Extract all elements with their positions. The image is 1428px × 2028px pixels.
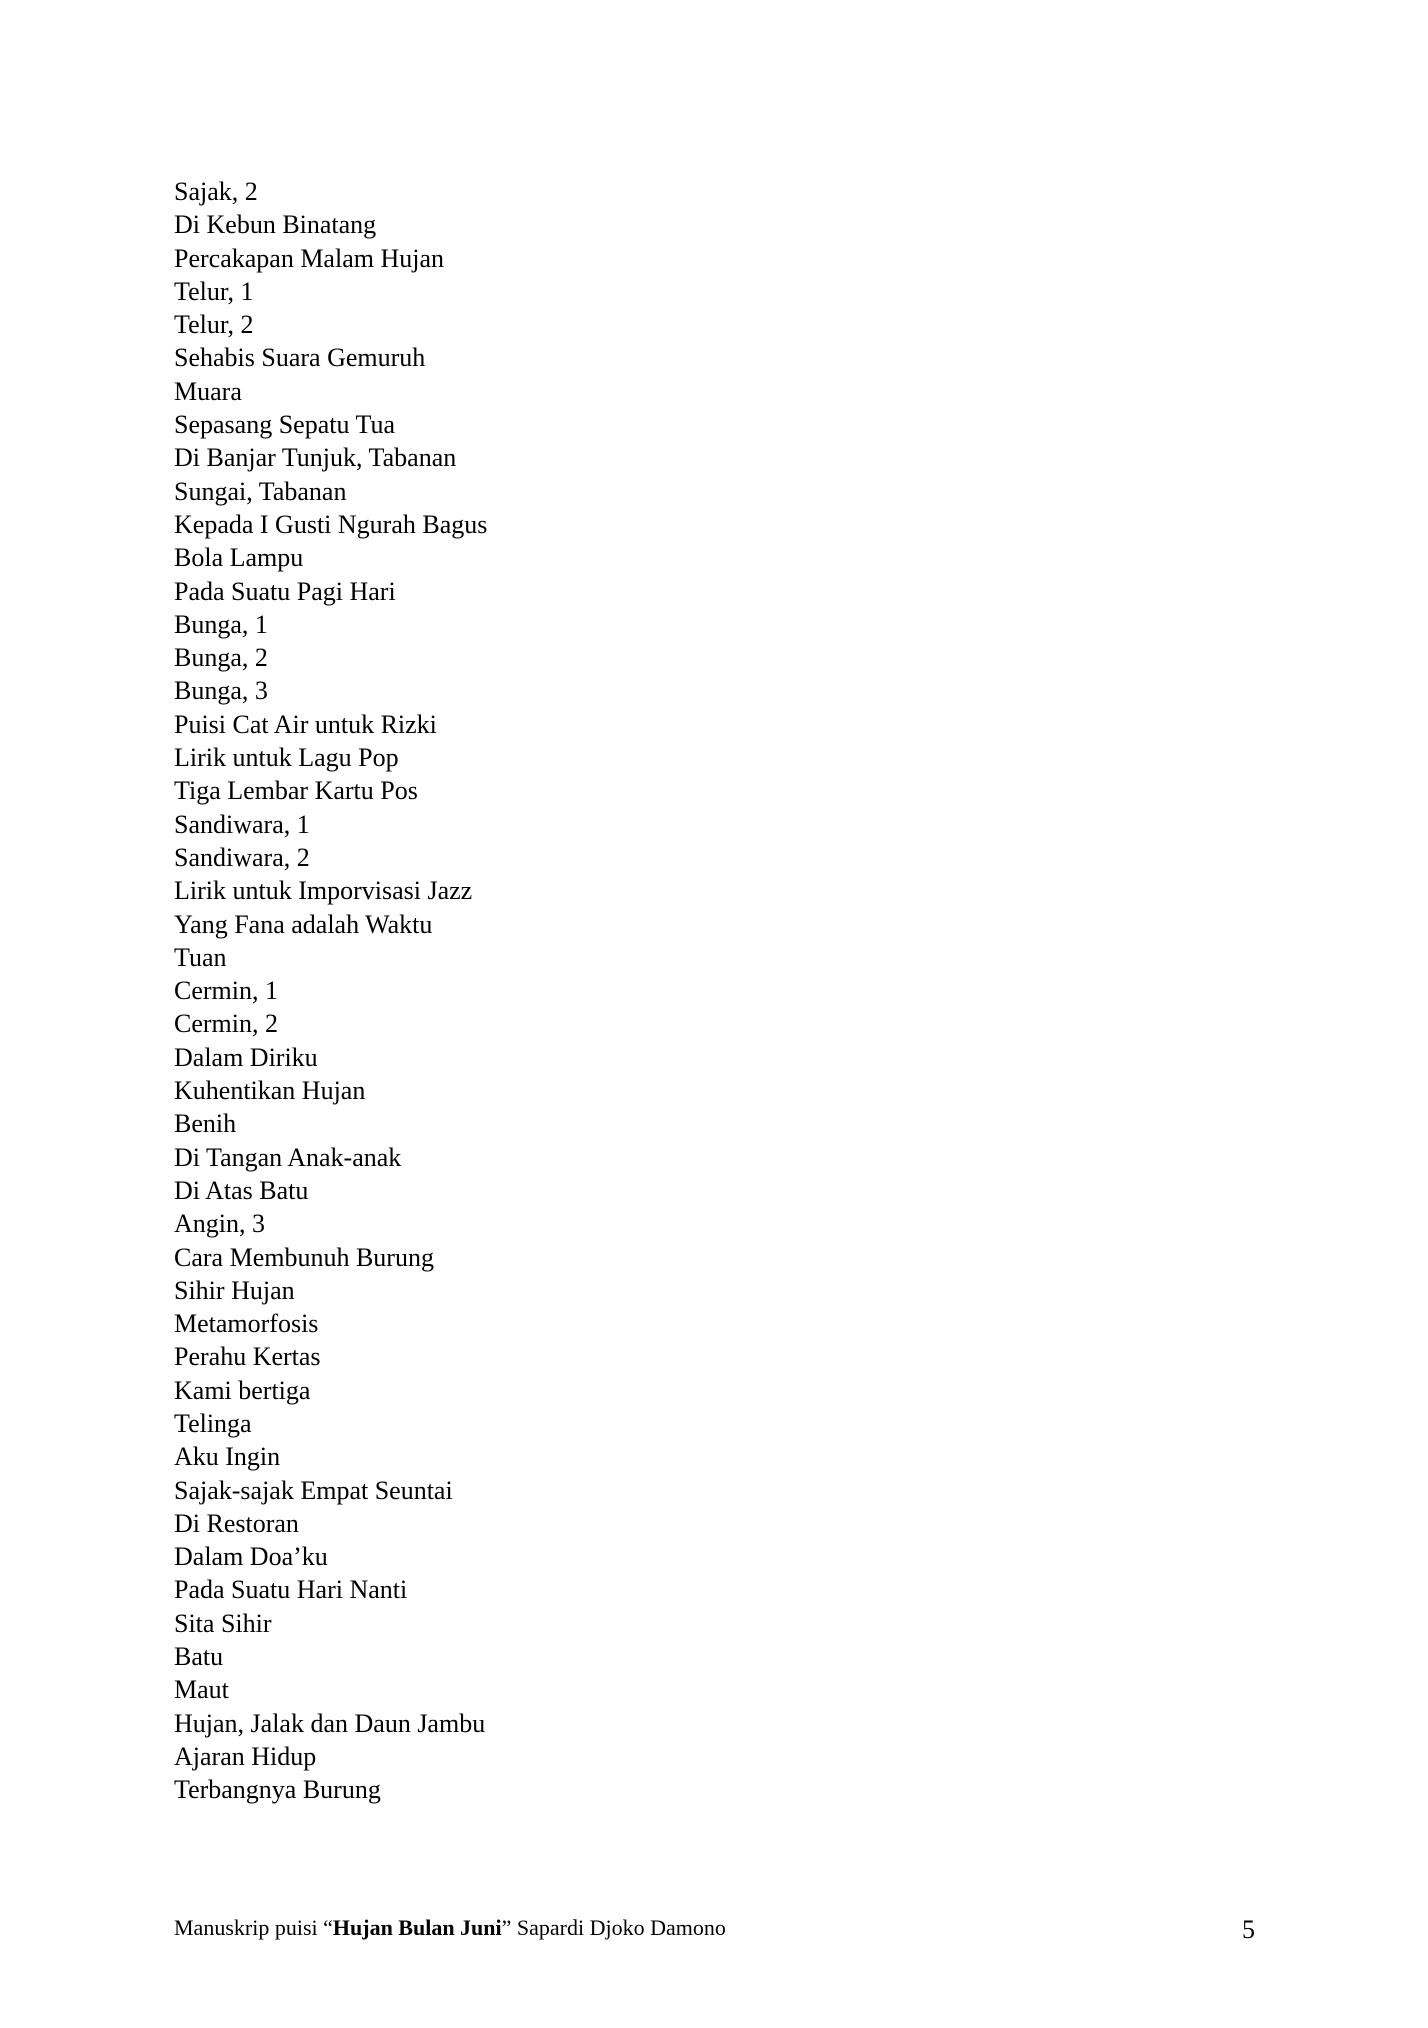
poem-title: Telur, 1	[174, 276, 254, 306]
poem-title: Angin, 3	[174, 1209, 265, 1239]
poem-title: Sihir Hujan	[174, 1275, 295, 1305]
poem-title: Terbangnya Burung	[174, 1775, 381, 1805]
poem-title: Bunga, 3	[174, 676, 268, 706]
poem-title: Telinga	[174, 1408, 252, 1438]
footer-suffix: ” Sapardi Djoko Damono	[501, 1915, 726, 1940]
poem-title: Ajaran Hidup	[174, 1741, 317, 1771]
poem-title: Bunga, 1	[174, 609, 268, 639]
poem-title: Cermin, 2	[174, 1009, 278, 1039]
poem-title: Muara	[174, 376, 242, 406]
poem-title: Di Tangan Anak-anak	[174, 1142, 402, 1172]
poem-title: Yang Fana adalah Waktu	[174, 909, 433, 939]
poem-title: Kuhentikan Hujan	[174, 1076, 366, 1106]
poem-title: Aku Ingin	[174, 1442, 281, 1472]
poem-title: Sandiwara, 2	[174, 842, 310, 872]
poem-title: Bola Lampu	[174, 543, 304, 573]
footer-book-title: Hujan Bulan Juni	[332, 1915, 502, 1940]
poem-title: Telur, 2	[174, 310, 254, 340]
poem-title: Sajak, 2	[174, 177, 258, 206]
poem-title: Sepasang Sepatu Tua	[174, 410, 395, 440]
poem-title: Di Restoran	[174, 1508, 299, 1538]
poem-title: Sita Sihir	[174, 1608, 272, 1638]
poem-title: Kami bertiga	[174, 1375, 311, 1405]
poem-title: Benih	[174, 1109, 237, 1139]
poem-title: Maut	[174, 1675, 229, 1705]
poem-title: Bunga, 2	[174, 643, 268, 673]
poem-title: Sehabis Suara Gemuruh	[174, 343, 426, 373]
poem-title: Metamorfosis	[174, 1309, 319, 1339]
poem-title: Pada Suatu Hari Nanti	[174, 1575, 408, 1605]
poem-title: Dalam Diriku	[174, 1042, 318, 1072]
footer-manuscript-title	[174, 1914, 726, 1942]
poem-title: Puisi Cat Air untuk Rizki	[174, 709, 437, 739]
poem-title-list	[174, 175, 487, 1807]
poem-title: Sandiwara, 1	[174, 809, 310, 839]
poem-title: Cermin, 1	[174, 976, 278, 1006]
poem-title: Percakapan Malam Hujan	[174, 243, 445, 273]
poem-title: Sungai, Tabanan	[174, 476, 347, 506]
poem-title: Sajak-sajak Empat Seuntai	[174, 1475, 453, 1505]
poem-title: Pada Suatu Pagi Hari	[174, 576, 396, 606]
poem-title: Perahu Kertas	[174, 1342, 321, 1372]
poem-title: Tiga Lembar Kartu Pos	[174, 776, 418, 806]
poem-title: Di Banjar Tunjuk, Tabanan	[174, 443, 457, 473]
poem-title: Tuan	[174, 942, 227, 972]
poem-title: Cara Membunuh Burung	[174, 1242, 434, 1272]
poem-title: Kepada I Gusti Ngurah Bagus	[174, 509, 488, 539]
footer-prefix: Manuskrip puisi “	[174, 1915, 333, 1940]
poem-title: Di Atas Batu	[174, 1175, 309, 1205]
page-number: 5	[1242, 1915, 1255, 1944]
poem-title: Batu	[174, 1642, 224, 1672]
poem-title: Lirik untuk Imporvisasi Jazz	[174, 876, 473, 906]
poem-title: Hujan, Jalak dan Daun Jambu	[174, 1708, 486, 1738]
poem-title: Lirik untuk Lagu Pop	[174, 743, 399, 773]
poem-title: Di Kebun Binatang	[174, 210, 377, 240]
poem-title: Dalam Doa’ku	[174, 1542, 328, 1572]
